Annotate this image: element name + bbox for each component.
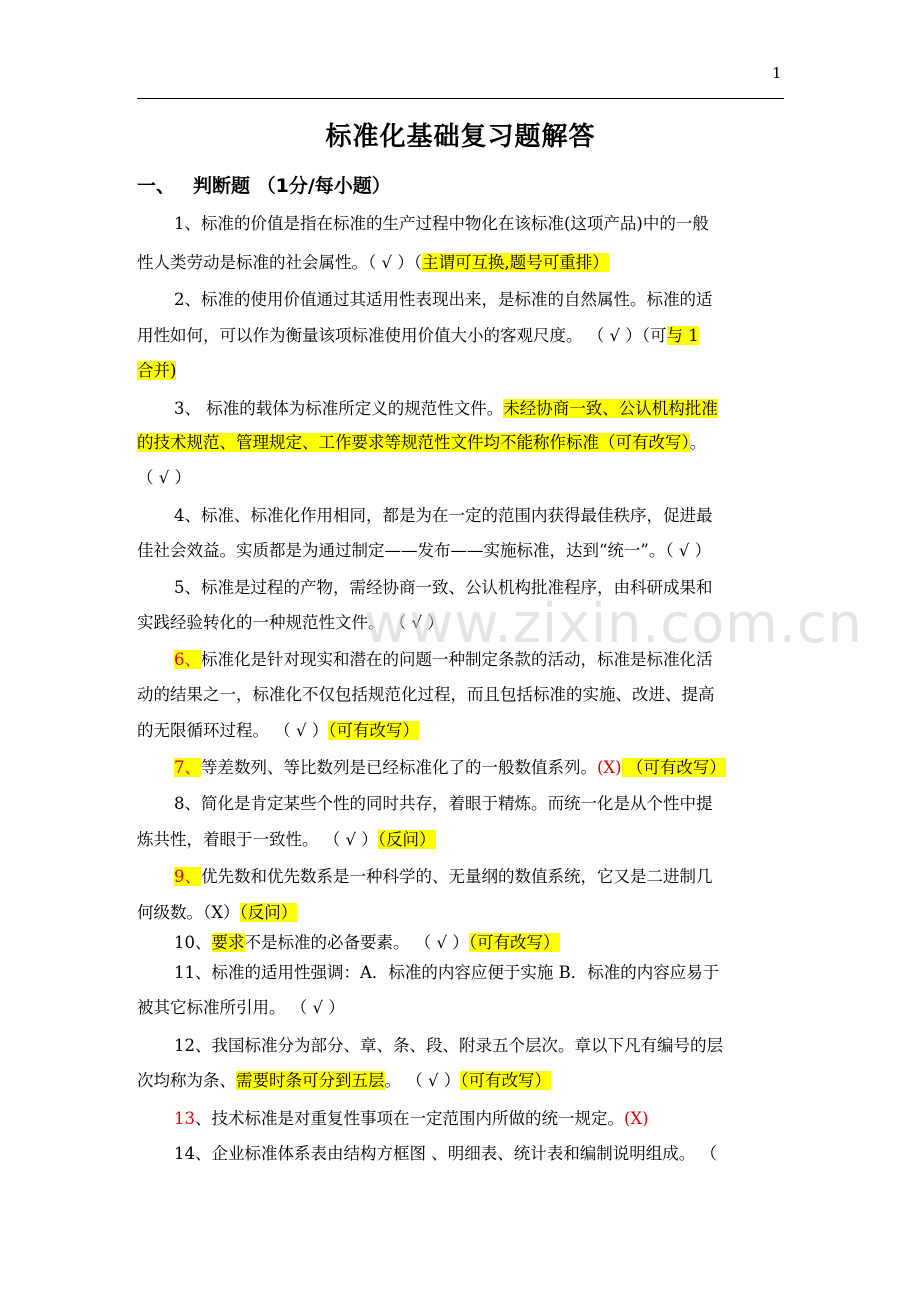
- question-3-note-part-1: 未经协商一致、公认机构批准: [503, 399, 718, 418]
- question-12-keyword: 需要时条可分到五层: [236, 1071, 385, 1090]
- question-3-note-part-2: 的技术规范、管理规定、工作要求等规范性文件均不能称作标准（可有改写）: [137, 433, 690, 452]
- question-5-line-2: 实践经验转化的一种规范性文件。 （ √ ）: [137, 613, 444, 632]
- question-10-text: 不是标准的必备要素。 （ √ ）: [244, 933, 469, 952]
- question-6-line-3: [137, 719, 419, 743]
- section-title: 判断题 （1分/每小题）: [193, 175, 391, 197]
- question-13-text: 、技术标准是对重复性事项在一定范围内所做的统一规定。: [195, 1109, 624, 1128]
- question-10-keyword: 要求: [211, 933, 245, 952]
- question-7-text: 等差数列、等比数列是已经标准化了的一般数值系列。: [201, 758, 597, 777]
- question-11-line-1: 11、标准的适用性强调：A．标准的内容应便于实施 B．标准的内容应易于: [174, 963, 720, 982]
- document-title: 标准化基础复习题解答: [325, 122, 596, 152]
- question-12-text: 次均称为条、: [137, 1071, 236, 1090]
- question-1-note: 主谓可互换,题号可重排）: [422, 253, 609, 272]
- question-2-note-part-1: 与 1: [666, 326, 699, 345]
- question-3-line-1: [174, 397, 718, 421]
- question-12-text-end: 。 （ √ ）: [384, 1071, 461, 1090]
- question-12-line-2: [137, 1069, 551, 1093]
- question-9-line-2: [137, 901, 297, 925]
- question-10-line-1: [174, 931, 560, 955]
- page-number: 1: [772, 64, 782, 82]
- question-7-answer-mark: (X): [597, 758, 622, 777]
- question-2-line-1: 2、标准的使用价值通过其适用性表现出来，是标准的自然属性。标准的适: [174, 290, 713, 309]
- question-8-note: （反问）: [377, 830, 436, 849]
- question-7-number: 7、: [174, 758, 201, 777]
- question-6-line-1: [174, 648, 713, 672]
- question-9-number: 9、: [174, 867, 201, 886]
- question-7-note: （可有改写）: [621, 758, 726, 777]
- question-2-line-2: [137, 324, 699, 348]
- watermark: www.zixin.com.cn: [364, 592, 863, 655]
- question-2-note-part-2: 合并): [137, 361, 177, 380]
- question-1-line-1: 1、标准的价值是指在标准的生产过程中物化在该标准(这项产品)中的一般: [174, 214, 709, 233]
- question-1-line-2: [137, 251, 609, 275]
- question-11-line-2: 被其它标准所引用。 （ √ ）: [137, 998, 345, 1017]
- question-3-line-2: [137, 431, 706, 455]
- question-4-line-1: 4、标准、标准化作用相同，都是为在一定的范围内获得最佳秩序，促进最: [174, 506, 713, 525]
- question-13-answer-mark: (X): [624, 1109, 649, 1128]
- question-6-line-2: 动的结果之一，标准化不仅包括规范化过程，而且包括标准的实施、改进、提高: [137, 685, 715, 704]
- question-6-text-end: 的无限循环过程。 （ √ ）: [137, 721, 329, 740]
- question-1-text: 性人类劳动是标准的社会属性。（ √ ）（: [137, 253, 423, 272]
- question-13-line-1: [174, 1107, 649, 1131]
- question-5-line-1: 5、标准是过程的产物，需经协商一致、公认机构批准程序，由科研成果和: [174, 578, 713, 597]
- question-10-number: 10、: [174, 933, 212, 952]
- question-10-note: （可有改写）: [468, 933, 560, 952]
- question-8-line-1: 8、简化是肯定某些个性的同时共存，着眼于精炼。而统一化是从个性中提: [174, 794, 713, 813]
- question-6-note: （可有改写）: [328, 721, 419, 740]
- question-12-note: （可有改写）: [460, 1071, 551, 1090]
- question-9-note: （反问）: [239, 903, 298, 922]
- question-6-text: 标准化是针对现实和潜在的问题一种制定条款的活动，标准是标准化活: [201, 650, 713, 669]
- question-2-text: 用性如何，可以作为衡量该项标准使用价值大小的客观尺度。 （ √ ）（可: [137, 326, 667, 345]
- question-4-line-2: 佳社会效益。实质都是为通过制定——发布——实施标准，达到“统一”。（ √ ）: [137, 541, 712, 560]
- question-3-line-3: （ √ ）: [137, 468, 192, 487]
- question-9-line-1: [174, 865, 713, 889]
- question-12-line-1: 12、我国标准分为部分、章、条、段、附录五个层次。章以下凡有编号的层: [174, 1036, 723, 1055]
- question-9-text-end: 何级数。（X）: [137, 903, 240, 922]
- section-number: 一、: [137, 175, 176, 197]
- question-8-text: 炼共性，着眼于一致性。 （ √ ）: [137, 830, 378, 849]
- header-rule: [137, 98, 784, 99]
- question-6-number: 6、: [174, 650, 201, 669]
- question-3-period: 。: [689, 433, 707, 452]
- question-7-line-1: [174, 756, 726, 780]
- section-heading: [137, 171, 391, 198]
- question-13-number: 13: [174, 1109, 195, 1128]
- question-8-line-2: [137, 828, 436, 852]
- question-14-line-1: 14、企业标准体系表由结构方框图 、明细表、统计表和编制说明组成。 （: [174, 1144, 717, 1163]
- question-3-text: 3、 标准的载体为标准所定义的规范性文件。: [174, 399, 504, 418]
- question-9-text: 优先数和优先数系是一种科学的、无量纲的数值系统，它又是二进制几: [201, 867, 713, 886]
- question-2-line-3: [137, 359, 176, 383]
